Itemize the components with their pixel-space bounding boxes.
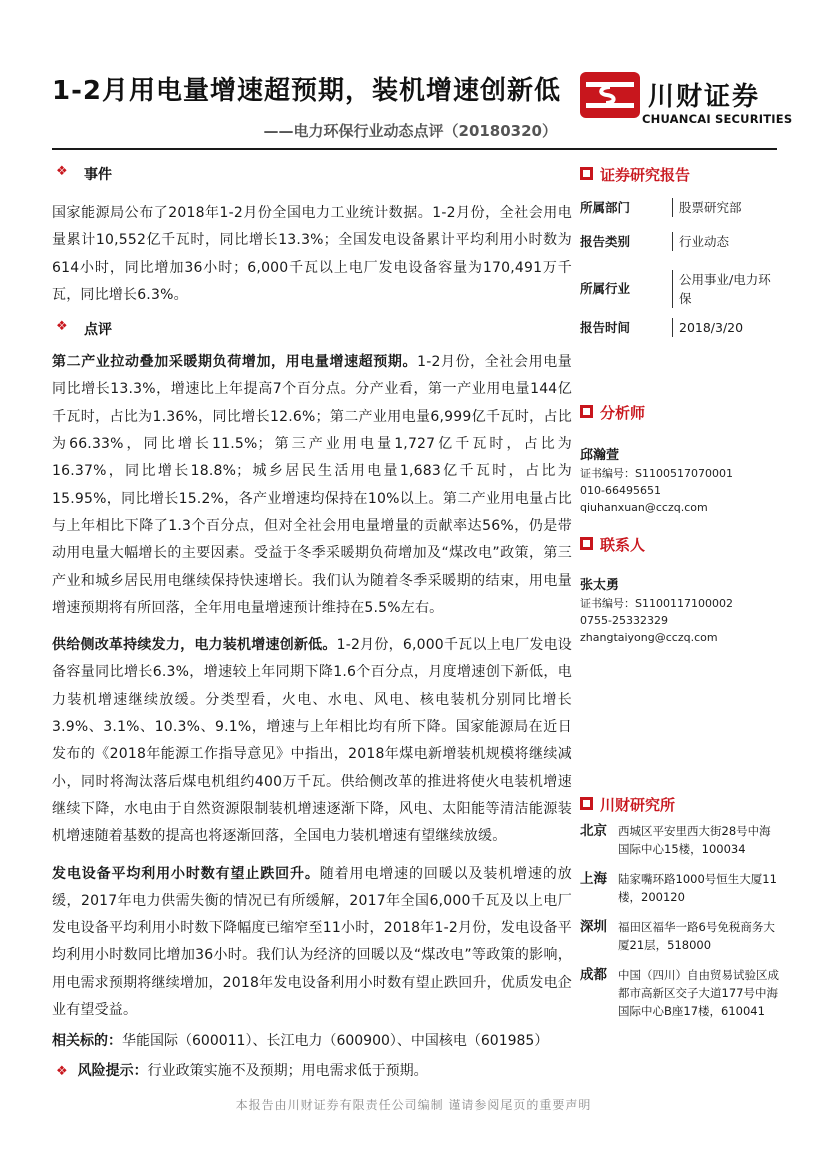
comment-heading: ❖ 点评: [56, 319, 112, 339]
comment-paragraph-demand: 第二产业拉动叠加采暖期负荷增加，用电量增速超预期。1-2月份，全社会用电量同比增长13.3%，增速比上年提高7个百分点。分产业看，第一产业用电量144亿千瓦时，占比为1.36%，同比增长12.6%；第二产业用电量6,999亿千瓦时，占比为66.33%，同比增长11.5%；第三产业用电量1,727亿千瓦时，占比为16.37%，同比增长18.8%；城乡居民生活用电量1,683亿千瓦时，占比为15.95%，同比增长15.2%，各产业增速均保持在10%以上。第二产业用电量占比与上年相比下降了1.3个百分点，但对全社会用电量增量的贡献率达56%，仍是带动用电量大幅增长的主要因素。受益于冬季采暖期负荷增加及“煤改电”政策，第三产业和城乡居民用电继续保持快速增长。我们认为随着冬季采暖期的结束，用电量增速预期将有所回落，全年用电量增速预计维持在5.5%左右。: [52, 354, 573, 616]
diamond-bullet-icon: ❖: [56, 319, 68, 335]
office-beijing: 北京 西城区平安里西大街28号中海国际中心15楼，100034: [580, 823, 771, 856]
report-title: 1-2月用电量增速超预期，装机增速创新低: [52, 76, 561, 106]
office-chengdu: 成都 中国（四川）自由贸易试验区成都市高新区交子大道177号中海国际中心B座17楼，610041: [580, 967, 779, 1018]
info-row-date: 报告时间 2018/3/20: [580, 318, 780, 352]
square-bullet-icon: [580, 537, 593, 550]
diamond-bullet-icon: ❖: [56, 1064, 68, 1080]
info-row-department: 所属部门 股票研究部: [580, 198, 780, 232]
report-info-heading: 证券研究报告: [580, 164, 780, 186]
analyst-cert: 证书编号：S1100517070001: [580, 467, 733, 480]
contact-name: 张太勇: [580, 578, 620, 593]
analyst-email[interactable]: qiuhanxuan@cczq.com: [580, 501, 708, 514]
analyst-name: 邱瀚萱: [580, 448, 620, 463]
analyst-heading: 分析师: [580, 402, 780, 424]
institute-heading: 川财研究所: [580, 794, 780, 816]
comment-paragraph-capacity: 供给侧改革持续发力，电力装机增速创新低。1-2月份，6,000千瓦以上电厂发电设备容量同比增长6.3%，增速较上年同期下降1.6个百分点，月度增速创下新低，电力装机增速继续放缓。分类型看，火电、水电、风电、核电装机分别同比增长3.9%、3.1%、10.3%、9.1%，增速与上年相比均有所下降。国家能源局在近日发布的《2018年能源工作指导意见》中指出，2018年煤电新增装机规模将继续减小，同时将淘汰落后煤电机组约400万千瓦。供给侧改革的推进将使火电装机增速继续下降，水电由于自然资源限制装机增速逐渐下降，风电、太阳能等清洁能源装机增速随着基数的提高也将逐渐回落，全国电力装机增速有望继续放缓。: [52, 637, 572, 845]
diamond-bullet-icon: ❖: [56, 164, 68, 179]
contact-email[interactable]: zhangtaiyong@cczq.com: [580, 631, 718, 644]
risk-warning: ❖ 风险提示：行业政策实施不及预期；用电需求低于预期。: [56, 1063, 428, 1080]
event-heading: ❖ 事件: [56, 164, 112, 183]
comment-paragraph-utilization: 发电设备平均利用小时数有望止跌回升。随着用电增速的回暖以及装机增速的放缓，2017年电力供需失衡的情况已有所缓解，2017年全国6,000千瓦及以上电厂发电设备平均利用小时数下降幅度已缩窄至11小时，2018年1-2月份，发电设备平均利用小时数同比增加36小时。我们认为经济的回暖以及“煤改电”等政策的影响，用电需求预期将继续增加，2018年发电设备利用小时数有望止跌回升，优质发电企业有望受益。: [52, 865, 572, 1019]
main-content: [52, 160, 572, 1083]
info-row-industry: 所属行业 公用事业/电力环保: [580, 270, 780, 314]
footer-disclaimer: 本报告由川财证券有限责任公司编制 谨请参阅尾页的重要声明: [235, 1098, 592, 1112]
square-bullet-icon: [580, 405, 593, 418]
analyst-phone: 010-66495651: [580, 484, 661, 497]
contact-heading: 联系人: [580, 534, 780, 556]
logo-chinese-name: 川财证券: [648, 82, 761, 112]
report-subtitle: ——电力环保行业动态点评（20180320）: [263, 122, 557, 140]
header-divider: [52, 148, 777, 150]
logo-mark-icon: [580, 72, 640, 118]
contact-phone: 0755-25332329: [580, 614, 668, 627]
contact-card: [580, 574, 780, 646]
analyst-card: [580, 444, 780, 516]
office-shanghai: 上海 陆家嘴环路1000号恒生大厦11楼，200120: [580, 871, 777, 904]
event-paragraph: 国家能源局公布了2018年1-2月份全国电力工业统计数据。1-2月份，全社会用电量累计10,552亿千瓦时，同比增长13.3%；全国发电设备累计平均利用小时数为614小时，同比增加36小时；6,000千瓦以上电厂发电设备容量为170,491万千瓦，同比增长6.3%。: [52, 205, 572, 303]
sidebar: [580, 160, 780, 1046]
logo-english-name: CHUANCAI SECURITIES: [642, 112, 793, 126]
square-bullet-icon: [580, 167, 593, 180]
info-row-category: 报告类别 行业动态: [580, 232, 780, 266]
related-stocks: 相关标的：华能国际（600011）、长江电力（600900）、中国核电（601985）: [52, 1033, 549, 1050]
square-bullet-icon: [580, 797, 593, 810]
office-shenzhen: 深圳 福田区福华一路6号免税商务大厦21层，518000: [580, 919, 775, 952]
company-logo: [580, 72, 793, 128]
contact-cert: 证书编号：S1100117100002: [580, 597, 733, 610]
